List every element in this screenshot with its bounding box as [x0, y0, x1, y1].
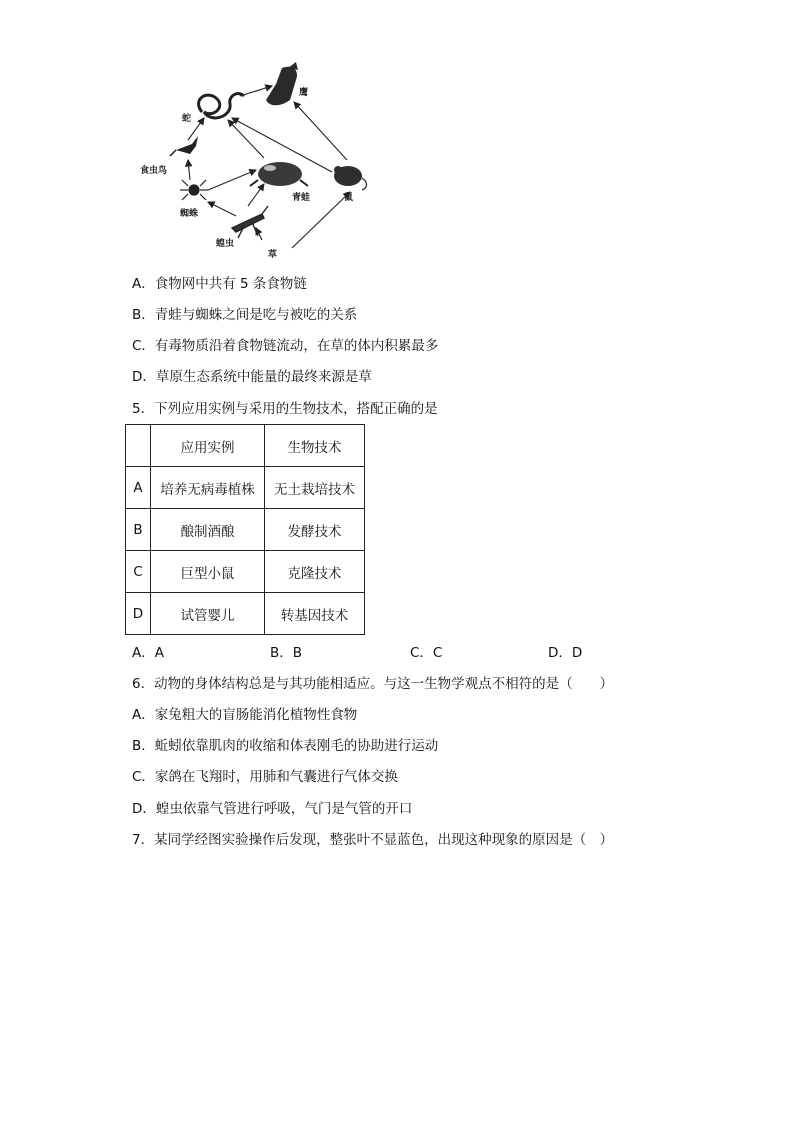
mouse-icon: [334, 166, 367, 190]
q5-option-d: D．D: [548, 645, 583, 661]
arrow-snake-eagle: [240, 86, 272, 96]
eagle-icon: [266, 62, 298, 105]
table-cell: 发酵技术: [265, 509, 365, 551]
table-cell: D: [126, 593, 151, 635]
q7-stem: 7．某同学经图实验操作后发现，整张叶不显蓝色，出现这种现象的原因是（ ）: [132, 832, 614, 848]
label-spider: 蜘蛛: [180, 209, 199, 219]
table-cell: 转基因技术: [265, 593, 365, 635]
table-cell: C: [126, 551, 151, 593]
table-header-cell: 应用实例: [151, 425, 265, 467]
table-cell: B: [126, 509, 151, 551]
arrow-spider-insectbird: [188, 160, 190, 180]
q5-stem: 5．下列应用实例与采用的生物技术，搭配正确的是: [132, 401, 438, 417]
label-mouse: 鼠: [344, 193, 354, 203]
table-row: [126, 551, 365, 593]
label-grasshopper: 蝗虫: [216, 239, 235, 249]
table-cell: 无土栽培技术: [265, 467, 365, 509]
q6-stem: 6．动物的身体结构总是与其功能相适应。与这一生物学观点不相符的是（ ）: [132, 676, 614, 692]
q6-option-c: C．家鸽在飞翔时，用肺和气囊进行气体交换: [132, 769, 398, 785]
q5-option-b: B．B: [270, 645, 303, 661]
arrow-mouse-eagle: [294, 102, 347, 160]
q5-option-a: A．A: [132, 645, 164, 661]
label-grass: 草: [268, 250, 278, 260]
q5-option-c: C．C: [410, 645, 443, 661]
insect-bird-icon: [170, 136, 198, 156]
q4-option-a: A．食物网中共有 5 条食物链: [132, 276, 307, 292]
table-cell: A: [126, 467, 151, 509]
q4-option-c: C．有毒物质沿着食物链流动，在草的体内积累最多: [132, 338, 439, 354]
grasshopper-icon: [232, 206, 268, 238]
q6-option-b: B．蚯蚓依靠肌肉的收缩和体表刚毛的协助进行运动: [132, 738, 439, 754]
label-insect-bird: 食虫鸟: [140, 166, 168, 176]
label-frog: 青蛙: [292, 193, 311, 203]
arrow-grasshopper-spider: [208, 202, 236, 216]
arrow-grasshopper-frog: [248, 184, 264, 206]
q4-option-d: D．草原生态系统中能量的最终来源是草: [132, 369, 372, 385]
table-cell: 试管婴儿: [151, 593, 265, 635]
q6-option-d: D．蝗虫依靠气管进行呼吸，气门是气管的开口: [132, 801, 413, 817]
label-eagle: 鹰: [299, 88, 309, 98]
table-row: [126, 467, 365, 509]
arrow-spider-frog: [208, 170, 256, 190]
food-web-diagram: [132, 56, 372, 266]
table-header-cell: [126, 425, 151, 467]
table-cell: 巨型小鼠: [151, 551, 265, 593]
table-cell: 培养无病毒植株: [151, 467, 265, 509]
q6-option-a: A．家兔粗大的盲肠能消化植物性食物: [132, 707, 358, 723]
table-cell: 酿制酒酿: [151, 509, 265, 551]
table-cell: 克隆技术: [265, 551, 365, 593]
frog-icon: [250, 162, 308, 186]
q5-table: [125, 424, 365, 635]
snake-icon: [199, 94, 244, 118]
table-header-cell: 生物技术: [265, 425, 365, 467]
spider-icon: [180, 180, 208, 200]
label-snake: 蛇: [182, 114, 192, 124]
table-row: [126, 509, 365, 551]
table-header-row: [126, 425, 365, 467]
q4-option-b: B．青蛙与蜘蛛之间是吃与被吃的关系: [132, 307, 358, 323]
table-row: [126, 593, 365, 635]
